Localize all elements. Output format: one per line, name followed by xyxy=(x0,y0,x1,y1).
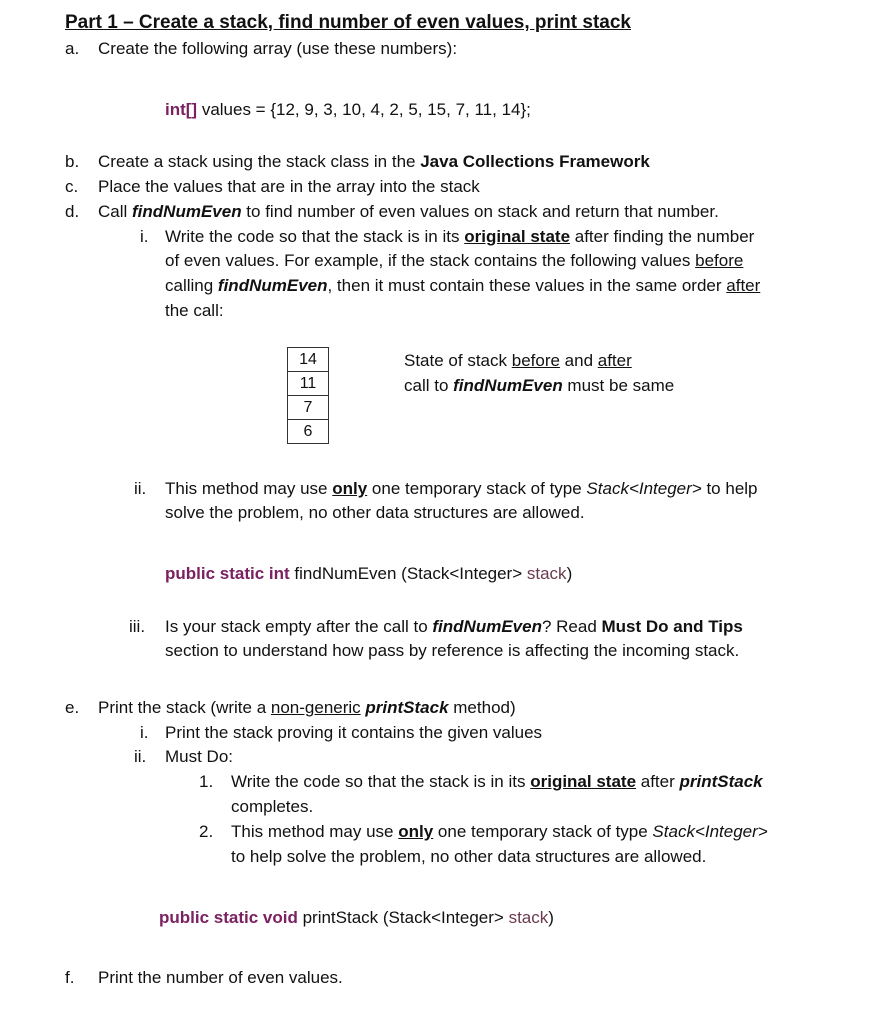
marker-b: b. xyxy=(65,152,80,171)
sig1-param: stack xyxy=(526,564,567,583)
e-ii-2-only: only xyxy=(398,822,434,841)
item-c-text: Place the values that are in the array into the stack xyxy=(98,177,480,196)
item-e-t3: method) xyxy=(448,698,516,717)
sig1-keywords: public static int xyxy=(165,564,290,583)
marker-e-i: i. xyxy=(140,723,149,742)
d-i-line4: the call: xyxy=(165,301,224,320)
sig2-keywords: public static void xyxy=(159,908,298,927)
d-ii-type: Stack<Integer> xyxy=(586,479,702,498)
signature-print-stack xyxy=(159,907,554,929)
marker-e-ii-1: 1. xyxy=(199,772,214,791)
d-i-l1b: after finding the number xyxy=(570,227,755,246)
item-b-text: Create a stack using the stack class in the xyxy=(98,152,421,171)
marker-d-iii: iii. xyxy=(129,617,146,636)
d-iii-method: findNumEven xyxy=(432,617,542,636)
stack-note-line2 xyxy=(404,375,674,397)
item-b xyxy=(98,151,650,173)
d-iii-line2: section to understand how pass by reference is affecting the incoming stack. xyxy=(165,641,740,660)
d-i-l3m: findNumEven xyxy=(217,276,328,295)
d-i-line3 xyxy=(165,275,760,297)
page-title: Part 1 – Create a stack, find number of even values, print stack xyxy=(65,12,631,33)
marker-f: f. xyxy=(65,968,75,987)
item-e-method: printStack xyxy=(365,698,449,717)
d-i-l3a: calling xyxy=(165,276,218,295)
marker-d-i: i. xyxy=(140,227,149,246)
e-ii-1-original: original state xyxy=(530,772,637,791)
d-ii-line1 xyxy=(165,478,758,500)
item-f-text: Print the number of even values. xyxy=(98,968,343,987)
sig2-close: ) xyxy=(548,908,554,927)
stack-diagram xyxy=(287,347,329,444)
stack-cell: 11 xyxy=(288,372,329,396)
marker-d: d. xyxy=(65,202,80,221)
note-l2a: call to xyxy=(404,376,454,395)
item-d xyxy=(98,201,719,223)
d-i-l3b: , then it must contain these values in the same order xyxy=(327,276,727,295)
d-i-l2u: before xyxy=(695,251,744,270)
note-and: and xyxy=(559,351,598,370)
array-type: int[] xyxy=(165,100,198,119)
note-before: before xyxy=(511,351,560,370)
item-d-t2: to find number of even values on stack and return that number. xyxy=(241,202,719,221)
d-ii-l1c: to help xyxy=(701,479,758,498)
array-values: values = {12, 9, 3, 10, 4, 2, 5, 15, 7, 11, 14}; xyxy=(197,100,531,119)
d-i-l3u: after xyxy=(726,276,761,295)
stack-note-line1 xyxy=(404,350,632,372)
item-e-t1: Print the stack (write a xyxy=(98,698,271,717)
item-a-text: Create the following array (use these numbers): xyxy=(98,39,458,58)
item-e xyxy=(98,697,516,719)
stack-cell: 14 xyxy=(288,348,329,372)
marker-d-ii: ii. xyxy=(134,479,147,498)
e-ii-1-l1a: Write the code so that the stack is in its xyxy=(231,772,531,791)
d-i-l2a: of even values. For example, if the stack contains the following values xyxy=(165,251,696,270)
d-ii-l1a: This method may use xyxy=(165,479,333,498)
e-ii-1-line1 xyxy=(231,771,763,793)
marker-e-ii: ii. xyxy=(134,747,147,766)
e-ii-2-line2: to help solve the problem, no other data structures are allowed. xyxy=(231,847,707,866)
d-i-line2 xyxy=(165,250,743,272)
e-ii-text: Must Do: xyxy=(165,747,234,766)
item-e-nongeneric: non-generic xyxy=(270,698,361,717)
sig1-name: findNumEven (Stack<Integer> xyxy=(289,564,527,583)
stack-cell: 7 xyxy=(288,396,329,420)
d-iii-line1 xyxy=(165,616,743,638)
d-i-l1a: Write the code so that the stack is in its xyxy=(165,227,465,246)
d-iii-bold: Must Do and Tips xyxy=(601,617,743,636)
note-l2b: must be same xyxy=(562,376,675,395)
marker-c: c. xyxy=(65,177,79,196)
array-declaration xyxy=(165,99,531,121)
d-ii-line2: solve the problem, no other data structures are allowed. xyxy=(165,503,585,522)
item-d-method: findNumEven xyxy=(132,202,242,221)
e-ii-2-type: Stack<Integer> xyxy=(652,822,768,841)
sig1-close: ) xyxy=(566,564,573,583)
marker-e: e. xyxy=(65,698,80,717)
e-ii-1-line2: completes. xyxy=(231,797,314,816)
d-iii-l1a: Is your stack empty after the call to xyxy=(165,617,433,636)
d-i-l1u: original state xyxy=(464,227,571,246)
item-d-t1: Call xyxy=(98,202,133,221)
sig2-name: printStack (Stack<Integer> xyxy=(297,908,509,927)
e-ii-1-l1b: after xyxy=(636,772,680,791)
e-ii-2-line1 xyxy=(231,821,768,843)
stack-cell: 6 xyxy=(288,420,329,444)
note-method: findNumEven xyxy=(453,376,563,395)
marker-a: a. xyxy=(65,39,80,58)
item-b-bold: Java Collections Framework xyxy=(420,152,650,171)
d-i-line1 xyxy=(165,226,754,248)
d-ii-l1b: one temporary stack of type xyxy=(367,479,587,498)
sig2-param: stack xyxy=(508,908,549,927)
d-ii-only: only xyxy=(332,479,368,498)
e-ii-2-l1b: one temporary stack of type xyxy=(433,822,653,841)
e-i-text: Print the stack proving it contains the given values xyxy=(165,723,543,742)
e-ii-1-method: printStack xyxy=(679,772,763,791)
note-after: after xyxy=(597,351,632,370)
marker-e-ii-2: 2. xyxy=(199,822,214,841)
note-l1a: State of stack xyxy=(404,351,512,370)
signature-find-num-even xyxy=(165,563,572,585)
e-ii-2-l1a: This method may use xyxy=(231,822,399,841)
d-iii-l1b: ? Read xyxy=(541,617,602,636)
